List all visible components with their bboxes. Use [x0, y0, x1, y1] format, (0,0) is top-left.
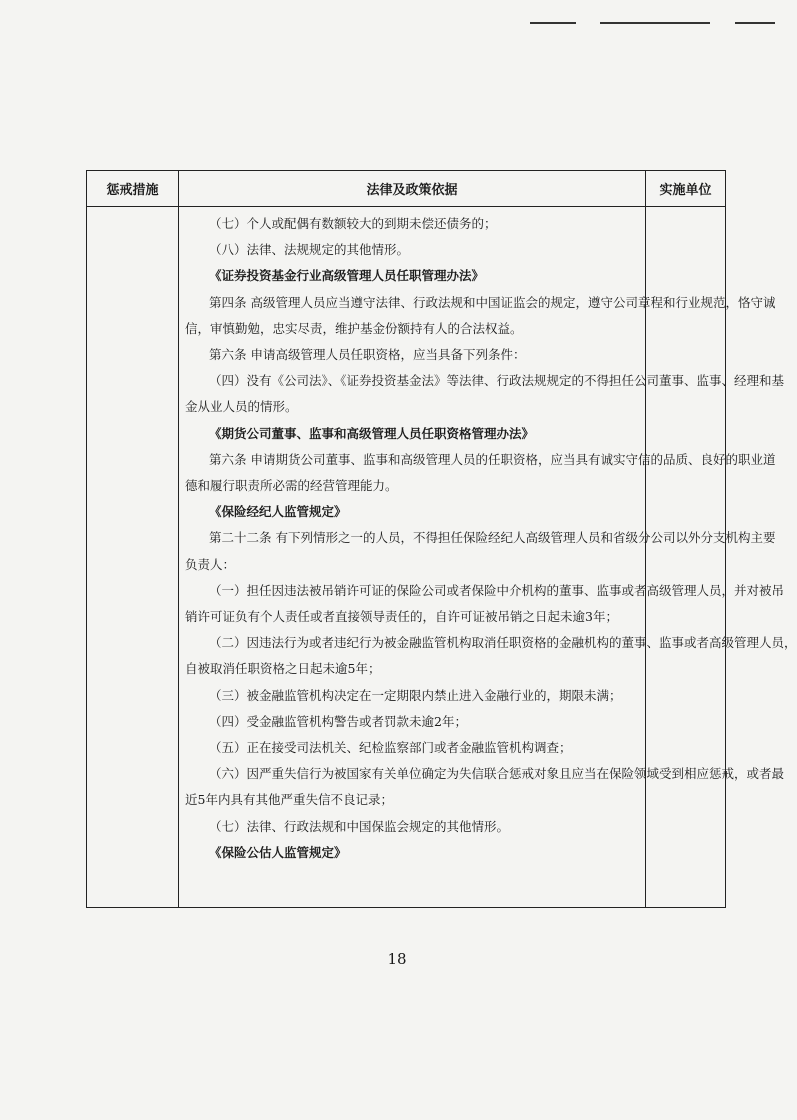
legal-basis-cell: [179, 207, 797, 908]
text-line: （二）因违法行为或者违纪行为被金融监管机构取消任职资格的金融机构的董事、监事或者高级管理人员，: [209, 635, 797, 651]
text-line: 近5年内具有其他严重失信不良记录；: [185, 792, 393, 808]
text-line: （五）正在接受司法机关、纪检监察部门或者金融监管机构调查；: [209, 740, 572, 756]
text-line: （七）个人或配偶有数额较大的到期未偿还债务的；: [209, 216, 497, 231]
table-row: [87, 207, 726, 908]
header-implementing-unit: 实施单位: [646, 171, 726, 207]
text-line: 销许可证负有个人责任或者直接领导责任的，自许可证被吊销之日起未逾3年；: [185, 609, 618, 625]
text-line: 金从业人员的情形。: [185, 399, 298, 415]
regulation-title: 《期货公司董事、监事和高级管理人员任职资格管理办法》: [209, 425, 535, 441]
text-line: 德和履行职责所必需的经营管理能力。: [185, 478, 398, 494]
regulation-title: 《证券投资基金行业高级管理人员任职管理办法》: [209, 268, 485, 284]
text-line: （七）法律、行政法规和中国保监会规定的其他情形。: [209, 818, 510, 834]
regulation-title: 《保险公估人监管规定》: [209, 844, 347, 860]
page-number: 18: [387, 950, 407, 968]
text-line: （四）没有《公司法》、《证券投资基金法》等法律、行政法规规定的不得担任公司董事、监事、经理和基: [209, 373, 785, 389]
text-line: 自被取消任职资格之日起未逾5年；: [185, 661, 381, 677]
scan-mark: [735, 22, 775, 24]
header-measures: 惩戒措施: [87, 171, 179, 207]
scan-mark: [530, 22, 576, 24]
regulation-title: 《保险经纪人监管规定》: [209, 504, 347, 520]
header-legal-basis: 法律及政策依据: [179, 171, 646, 207]
text-line: 第四条 高级管理人员应当遵守法律、行政法规和中国证监会的规定，遵守公司章程和行业规范，恪守诚: [209, 294, 776, 310]
text-line: 第六条 申请高级管理人员任职资格，应当具备下列条件：: [209, 347, 526, 363]
text-line: （一）担任因违法被吊销许可证的保险公司或者保险中介机构的董事、监事或者高级管理人员，并对被吊: [209, 582, 785, 598]
text-line: 第六条 申请期货公司董事、监事和高级管理人员的任职资格，应当具有诚实守信的品质、良好的职业道: [209, 451, 776, 467]
legal-basis-text: [179, 207, 797, 866]
text-line: 第二十二条 有下列情形之一的人员，不得担任保险经纪人高级管理人员和省级分公司以外分支机构主要: [209, 530, 776, 546]
measures-cell: [87, 207, 179, 908]
text-line: 负责人：: [185, 556, 236, 572]
text-line: （六）因严重失信行为被国家有关单位确定为失信联合惩戒对象且应当在保险领域受到相应惩戒，或者最: [209, 766, 785, 782]
text-line: 信，审慎勤勉，忠实尽责，维护基金份额持有人的合法权益。: [185, 320, 523, 336]
table-header-row: [87, 171, 726, 207]
text-line: （四）受金融监管机构警告或者罚款未逾2年；: [209, 713, 467, 729]
text-line: （三）被金融监管机构决定在一定期限内禁止进入金融行业的，期限未满；: [209, 687, 622, 703]
scan-mark: [600, 22, 710, 24]
policy-table: [86, 170, 797, 908]
text-line: （八）法律、法规规定的其他情形。: [209, 242, 410, 258]
